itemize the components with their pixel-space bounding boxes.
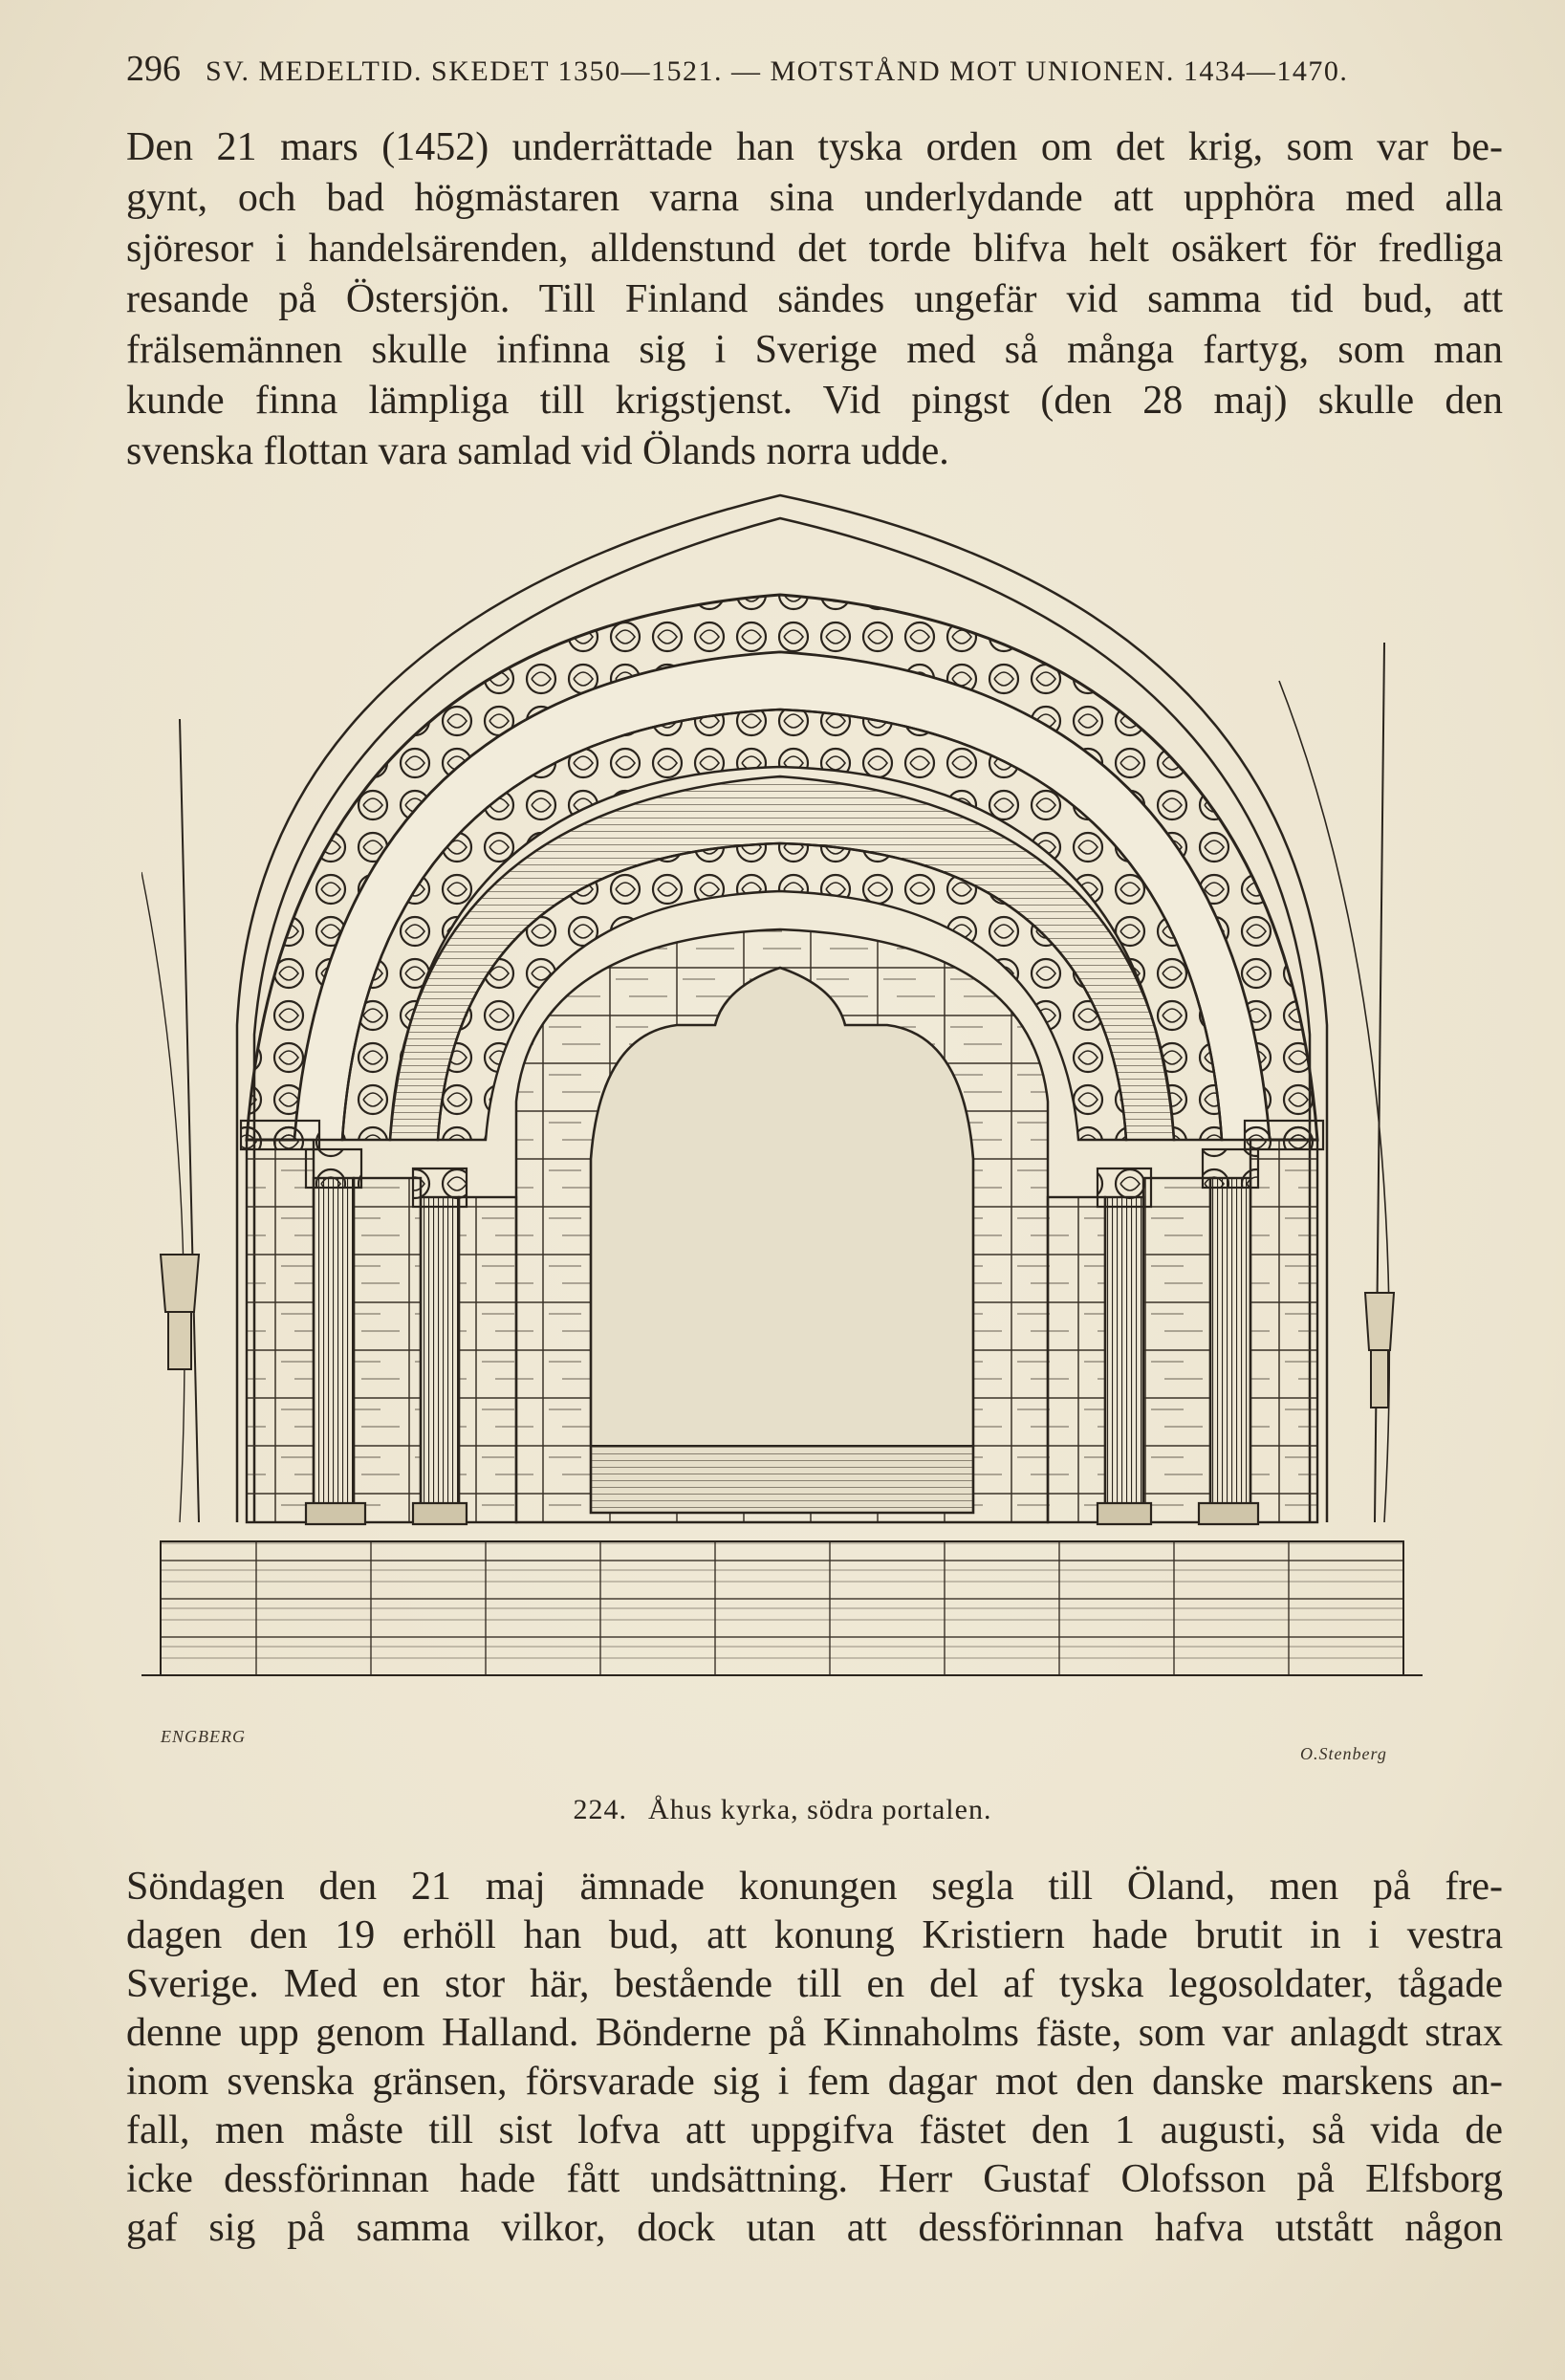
figure-caption (0, 1794, 1565, 1826)
text-line: frälsemännen skulle infinna sig i Sverige med så många fartyg, som man (126, 328, 1503, 372)
door-opening (591, 968, 973, 1513)
text-line: denne upp genom Halland. Bönderne på Kinnaholms fäste, som var anlagdt strax (126, 2011, 1503, 2055)
text-line: Sverige. Med en stor här, bestående till en del af tyska legosoldater, tågade (126, 1962, 1503, 2006)
paragraph-1 (126, 122, 1503, 477)
running-title: SV. MEDELTID. SKEDET 1350—1521. — MOTSTÅND MOT UNIONEN. 1434—1470. (206, 55, 1349, 87)
figure-caption-text: Åhus kyrka, södra portalen. (648, 1794, 992, 1825)
text-line: svenska flottan vara samlad vid Ölands norra udde. (126, 429, 949, 473)
text-line: Söndagen den 21 maj ämnade konungen segla till Öland, men på fre- (126, 1865, 1503, 1909)
figure-number: 224. (573, 1794, 628, 1825)
floor-paving (161, 1541, 1403, 1675)
text-line: kunde finna lämpliga till krigstjenst. Vid pingst (den 28 maj) skulle den (126, 379, 1503, 423)
text-line: dagen den 19 erhöll han bud, att konung Kristiern hade brutit in i vestra (126, 1913, 1503, 1957)
page-number: 296 (126, 49, 181, 89)
paragraph-2 (126, 1863, 1503, 2253)
door-threshold (591, 1446, 973, 1513)
text-line: resande på Östersjön. Till Finland sändes ungefär vid samma tid bud, att (126, 277, 1503, 321)
text-line: inom svenska gränsen, försvarade sig i fem dagar mot den danske marskens an- (126, 2060, 1503, 2104)
jamb-right (1048, 1140, 1317, 1522)
portal-engraving (141, 490, 1423, 1771)
text-line: icke dessförinnan hade fått undsättning. Herr Gustaf Olofsson på Elfsborg (126, 2157, 1503, 2201)
running-head (126, 48, 1503, 96)
engraver-signature-right: O.Stenberg (1300, 1744, 1387, 1763)
text-line: gaf sig på samma vilkor, dock utan att dessförinnan hafva utstått någon (126, 2206, 1503, 2250)
text-line: fall, men måste till sist lofva att uppgifva fästet den 1 augusti, så vida de (126, 2108, 1503, 2152)
portal-illustration (141, 490, 1423, 1771)
text-line: Den 21 mars (1452) underrättade han tyska orden om det krig, som var be- (126, 125, 1503, 169)
text-line: sjöresor i handelsärenden, alldenstund det torde blifva helt osäkert för fredliga (126, 227, 1503, 271)
text-line: gynt, och bad högmästaren varna sina underlydande att upphöra med alla (126, 176, 1503, 220)
engraver-signature-left: ENGBERG (161, 1727, 246, 1746)
jamb-left (247, 1140, 516, 1522)
